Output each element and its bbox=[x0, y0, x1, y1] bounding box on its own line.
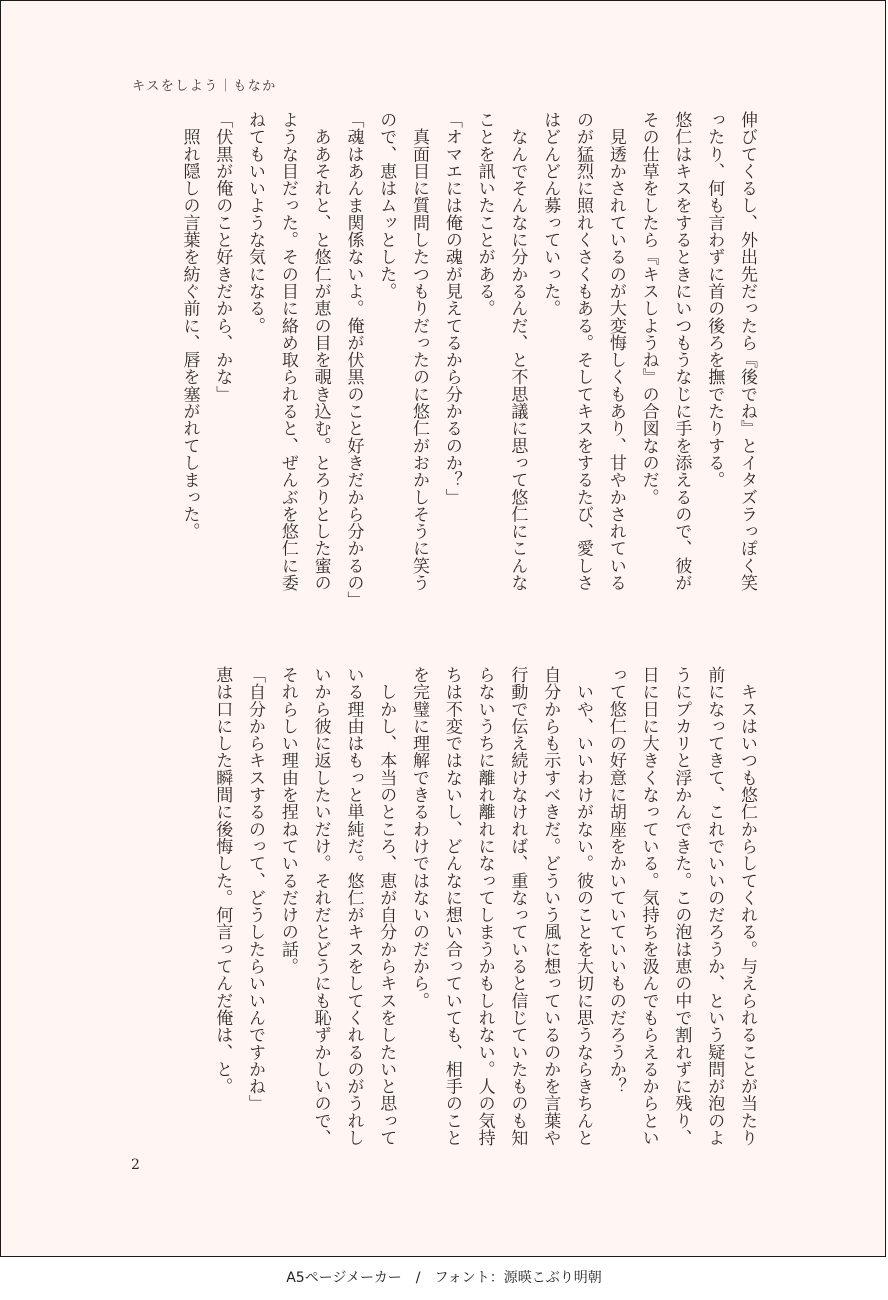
paragraph: 照れ隠しの言葉を紡ぐ前に、唇を塞がれてしまった。 bbox=[179, 111, 200, 540]
paragraph: なんでそんなに分かるんだ、と不思議に思って悠仁にこんなことを訊いたことがある。 bbox=[474, 111, 528, 592]
paragraph: ああそれと、と悠仁が恵の目を覗き込む。とろりとした蜜のような目だった。その目に絡め取られると、ぜんぶを悠仁に委ねてもいいような気になる。 bbox=[245, 111, 331, 592]
page-number: 2 bbox=[131, 1157, 140, 1173]
dialogue-line: 「自分からキスするのって、どうしたらいいんですかね」 bbox=[245, 666, 266, 1112]
paragraph: 真面目に質問したつもりだったのに悠仁がおかしそうに笑うので、恵はムッとした。 bbox=[376, 111, 430, 592]
paragraph: 伸びてくるし、外出先だったら『後でね』とイタズラっぽく笑ったり、何も言わずに首の後ろを撫でたりする。 bbox=[704, 111, 757, 592]
paragraph: 見透かされているのが大変悔しくもあり、甘やかされているのが猛烈に照れくさくもある。そしてキスをするたび、愛しさはどんどん募っていった。 bbox=[540, 111, 626, 592]
dialogue-line: 「伏黒が俺のこと好きだから、かな」 bbox=[212, 111, 233, 403]
footer-credit: A5ページメーカー / フォント：源暎こぶり明朝 bbox=[286, 1270, 602, 1286]
text-block-bottom bbox=[103, 666, 763, 1156]
paragraph: キスはいつも悠仁からしてくれる。与えられることが当たり前になってきて、これでいいのだろうか、という疑問が泡のようにプカリと浮かんできた。この泡は恵の中で割れずに残り、日に日に大きくなっている。気持ちを汲んでもらえるからといって悠仁の好意に胡座をかいていていいものだろうか？ bbox=[605, 666, 757, 1147]
text-block-top bbox=[103, 111, 763, 609]
running-header: キスをしよう｜もなか bbox=[132, 79, 277, 94]
dialogue-line: 「オマエには俺の魂が見えてるから分かるのか？」 bbox=[441, 111, 462, 506]
paragraph: 恵は口にした瞬間に後悔した。何言ってんだ俺は、と。 bbox=[212, 666, 233, 1095]
paragraph: 悠仁はキスをするときにいつもうなじに手を添えるので、彼がその仕草をしたら『キスしようね』の合図なのだ。 bbox=[638, 111, 692, 592]
paragraph: しかし、本当のところ、恵が自分からキスをしたいと思っている理由はもっと単純だ。悠仁がキスをしてくれるのがうれしいから彼に返したいだけ。それだとどうにも恥ずかしいので、それらしい理由を捏ねているだけの話。 bbox=[277, 666, 397, 1147]
paragraph: いや、いいわけがない。彼のことを大切に思うならきちんと自分からも示すべきだ。どういう風に想っているのかを言葉や行動で伝え続けなければ、重なっていると信じていたものも知らないうちに離れ離れになってしまうかもしれない。人の気持ちは不変ではないし、どんなに想い合っていても、相手のことを完璧に理解できるわけではないのだから。 bbox=[409, 666, 594, 1147]
dialogue-line: 「魂はあんま関係ないよ。俺が伏黒のこと好きだから分かるの」 bbox=[343, 111, 364, 609]
